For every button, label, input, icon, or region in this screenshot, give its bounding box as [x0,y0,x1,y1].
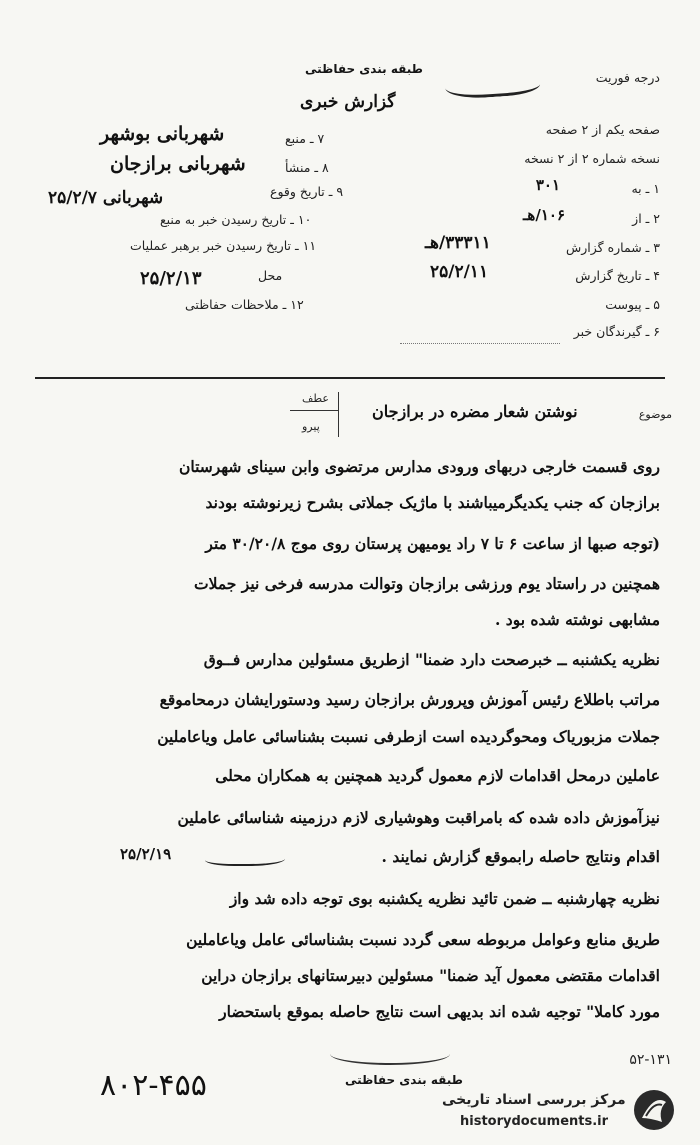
signature-scribble-mid [205,850,285,866]
event-date-label: ۹ ـ تاریخ وقوع [270,184,344,199]
subject-label: موضوع [638,408,672,421]
body-line: نیزآموزش داده شده که بامراقبت وهوشیاری لازم درزمینه شناسائی عاملین [177,808,660,827]
report-date-label: ۴ ـ تاریخ گزارش [575,268,660,283]
security-notes-label: ۱۲ ـ ملاحظات حفاظتی [185,297,304,312]
archive-logo-icon [632,1088,676,1132]
recipients-label: ۶ ـ گیرندگان خبر [573,324,660,339]
body-line: طریق منابع وعوامل مربوطه سعی گردد نسبت بشناسائی عامل ویاعاملین [186,930,660,949]
signature-scribble-top [444,67,541,101]
body-line: جملات مزبوریاک ومحوگردیده است ازطرفی نسبت بشناسائی عامل ویاعاملین [157,727,660,746]
to-label: ۱ ـ به [631,181,660,196]
body-line: عاملین درمحل اقدامات لازم معمول گردید همچنین به همکاران محلی [215,766,660,785]
priority-label: درجه فوریت [595,70,660,85]
report-no-label: ۳ ـ شماره گزارش [565,240,660,255]
body-line: برازجان که جنب یکدیگرمیباشند با ماژیک جملاتی بشرح زیرنوشته بودند [205,493,660,512]
report-date-value: ۲۵/۲/۱۱ [430,262,489,282]
copy-line: نسخه شماره ۲ از ۲ نسخه [524,151,660,166]
header-divider [35,377,665,379]
report-no-value: ۳۳۳۱۱/هـ [425,233,491,253]
attachment-label: ۵ ـ پیوست [605,297,660,312]
body-line: نظریه یکشنبه ــ خبرصحت دارد ضمنا" ازطریق مسئولین مدارس فــوق [203,650,660,669]
to-value: ۳۰۱ [535,176,560,194]
footer-signature-scribble [330,1043,450,1065]
body-line: مشابهی نوشته شده بود . [495,610,660,629]
origin-label: ۸ ـ منشأ [285,160,329,175]
recipients-line [400,343,560,344]
watermark-url: historydocuments.ir [460,1114,609,1129]
body-line: اقدام ونتایج حاصله رابموقع گزارش نمایند . [381,847,660,866]
ops-date-value: ۲۵/۲/۱۳ [140,268,202,289]
body-line: همچنین در راستاد یوم ورزشی برازجان وتوالت مدرسه فرخی نیز جملات [193,574,660,593]
watermark-logo [632,1088,676,1132]
atf-divider [290,410,338,411]
source-value: شهربانی بوشهر [100,123,225,145]
from-label: ۲ ـ از [632,211,660,226]
signature-date: ۲۵/۲/۱۹ [120,845,172,863]
subject-value: نوشتن شعار مضره در برازجان [372,402,578,421]
received-source-label: ۱۰ ـ تاریخ رسیدن خبر به منبع [160,212,312,227]
report-title: گزارش خبری [300,92,396,112]
body-line: روی قسمت خارجی دربهای ورودی مدارس مرتضوی وابن سینای شهرستان [178,457,660,476]
origin-value: شهربانی برازجان [110,153,246,175]
body-line: (توجه صبها از ساعت ۶ تا ۷ راد یومیهن پرستان روی موج ۳۰/۲۰/۸ متر [205,534,660,553]
top-classification: طبقه بندی حفاظتی [305,62,423,76]
peyro-label: پیرو [302,420,320,433]
place-label: محل [258,268,283,283]
bottom-classification: طبقه بندی حفاظتی [345,1073,463,1087]
page-line: صفحه یکم از ۲ صفحه [545,122,660,137]
document-code: ۵۲-۱۳۱ [629,1052,672,1068]
received-ops-label: ۱۱ ـ تاریخ رسیدن خبر برهبر عملیات [130,238,317,253]
body-line: مورد کاملا" توجیه شده اند بدیهی است نتایج حاصله بموقع باستحضار [219,1002,660,1021]
event-date-value: شهربانی ۲۵/۲/۷ [48,188,164,208]
body-line: مراتب باطلاع رئیس آموزش وپرورش برازجان رسید ودستورایشان درمحاموقع [159,690,660,709]
handwritten-number: ۸۰۲-۴۵۵ [100,1068,207,1103]
source-label: ۷ ـ منبع [285,131,325,146]
body-line: نظریه چهارشنبه ــ ضمن تائید نظریه یکشنبه بوی توجه داده شد واز [229,889,660,908]
subject-bracket [338,392,339,437]
watermark-title: مرکز بررسی اسناد تاریخی [442,1092,626,1108]
from-value: ۱۰۶/هـ [523,206,565,224]
body-line: اقدامات مقتضی معمول آید ضمنا" مسئولین دبیرستانهای برازجان دراین [201,966,660,985]
atf-label: عطف [302,392,329,405]
